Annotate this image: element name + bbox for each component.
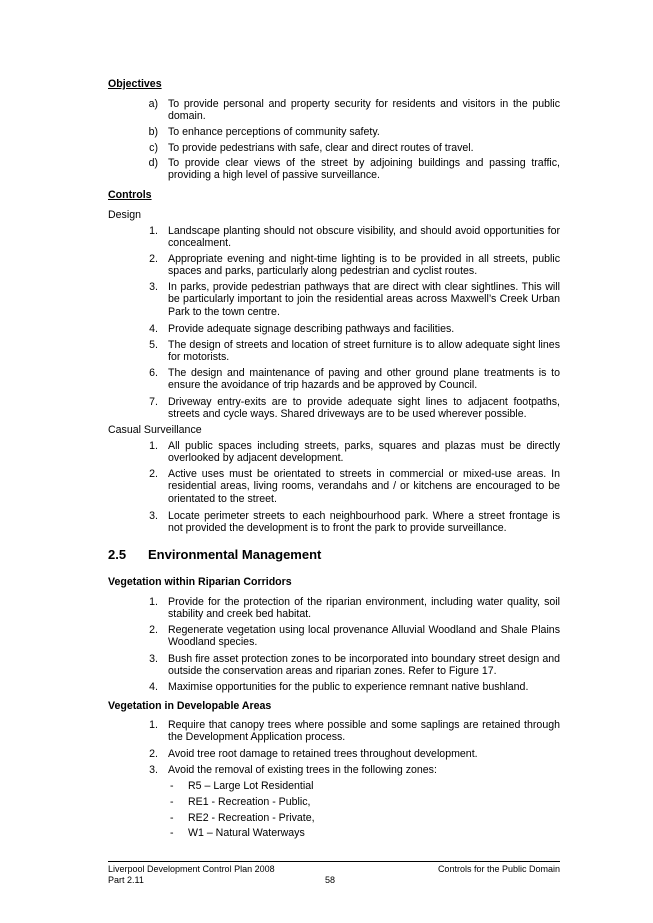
item-text: Maximise opportunities for the public to experience remnant native bushland. <box>168 681 529 693</box>
item-text: Avoid tree root damage to retained trees throughout development. <box>168 748 478 760</box>
controls-heading: Controls <box>108 189 152 201</box>
item-text: In parks, provide pedestrian pathways that are direct with clear sightlines. This will be particularly important to join the residential areas across Maxwell’s Creek Urban Park to the town centre. <box>168 281 560 318</box>
item-label: 5. <box>149 339 158 351</box>
dash-bullet: - <box>170 812 174 824</box>
zone-text: W1 – Natural Waterways <box>188 827 305 839</box>
item-text: Driveway entry-exits are to provide adequate sight lines to adjacent footpaths, streets and cycle ways. Shared driveways are to be used wherever possible. <box>168 396 560 421</box>
item-label: 6. <box>149 367 158 379</box>
item-text: Avoid the removal of existing trees in the following zones: <box>168 764 437 776</box>
zone-text: R5 – Large Lot Residential <box>188 780 314 792</box>
section-title: Environmental Management <box>148 547 322 562</box>
dash-bullet: - <box>170 796 174 808</box>
item-label: b) <box>148 126 158 138</box>
item-label: c) <box>149 142 158 154</box>
item-text: Provide adequate signage describing pathways and facilities. <box>168 323 455 335</box>
item-label: 1. <box>149 225 158 237</box>
item-label: 2. <box>149 624 158 636</box>
item-text: To enhance perceptions of community safety. <box>168 126 380 138</box>
item-label: 3. <box>149 764 158 776</box>
item-label: 3. <box>149 653 158 665</box>
section-number: 2.5 <box>108 547 127 562</box>
item-text: To provide clear views of the street by adjoining buildings and passing traffic, providing a high level of passive surveillance. <box>168 157 560 182</box>
riparian-subheading: Vegetation within Riparian Corridors <box>108 576 292 588</box>
item-text: Require that canopy trees where possible and some saplings are retained through the Development Application process. <box>168 719 560 744</box>
item-text: Appropriate evening and night-time lighting is to be provided in all streets, public spaces and parks, particularly along pedestrian and cyclist routes. <box>168 253 560 278</box>
item-label: 3. <box>149 281 158 293</box>
developable-subheading: Vegetation in Developable Areas <box>108 700 272 712</box>
item-label: 7. <box>149 396 158 408</box>
item-label: a) <box>148 98 158 110</box>
zone-text: RE1 - Recreation - Public, <box>188 796 311 808</box>
zone-text: RE2 - Recreation - Private, <box>188 812 315 824</box>
item-text: Bush fire asset protection zones to be incorporated into boundary street design and outside the conservation areas and riparian zones. Refer to Figure 17. <box>168 653 560 678</box>
design-subheading: Design <box>108 209 141 221</box>
item-label: 2. <box>149 748 158 760</box>
footer-section-title: Controls for the Public Domain <box>437 864 560 874</box>
item-label: 3. <box>149 510 158 522</box>
footer-divider <box>108 861 560 862</box>
item-label: 4. <box>149 681 158 693</box>
item-text: The design of streets and location of street furniture is to allow adequate sight lines for motorists. <box>168 339 560 364</box>
item-label: d) <box>148 157 158 169</box>
item-text: Active uses must be orientated to streets in commercial or mixed-use areas. In residential areas, living rooms, verandahs and / or kitchens are encouraged to be orientated to the street. <box>168 468 560 505</box>
dash-bullet: - <box>170 827 174 839</box>
item-text: Provide for the protection of the riparian environment, including water quality, soil stability and creek bed habitat. <box>168 596 560 621</box>
casual-surveillance-subheading: Casual Surveillance <box>108 424 202 436</box>
item-text: Landscape planting should not obscure visibility, and should avoid opportunities for concealment. <box>168 225 560 250</box>
item-text: To provide personal and property security for residents and visitors in the public domain. <box>168 98 560 123</box>
footer-document-title: Liverpool Development Control Plan 2008 <box>108 864 275 874</box>
item-text: The design and maintenance of paving and other ground plane treatments is to ensure the avoidance of trip hazards and be approved by Council. <box>168 367 560 392</box>
item-text: To provide pedestrians with safe, clear and direct routes of travel. <box>168 142 474 154</box>
item-label: 2. <box>149 253 158 265</box>
page-number: 58 <box>325 875 336 885</box>
item-label: 4. <box>149 323 158 335</box>
footer-part: Part 2.11 <box>108 875 144 885</box>
item-label: 1. <box>149 596 158 608</box>
item-label: 1. <box>149 440 158 452</box>
item-label: 1. <box>149 719 158 731</box>
dash-bullet: - <box>170 780 174 792</box>
objectives-heading: Objectives <box>108 78 162 90</box>
item-text: Regenerate vegetation using local provenance Alluvial Woodland and Shale Plains Woodland species. <box>168 624 560 649</box>
item-text: Locate perimeter streets to each neighbourhood park. Where a street frontage is not provided the development is to front the park to provide surveillance. <box>168 510 560 535</box>
item-text: All public spaces including streets, parks, squares and plazas must be directly overlooked by adjacent development. <box>168 440 560 465</box>
item-label: 2. <box>149 468 158 480</box>
